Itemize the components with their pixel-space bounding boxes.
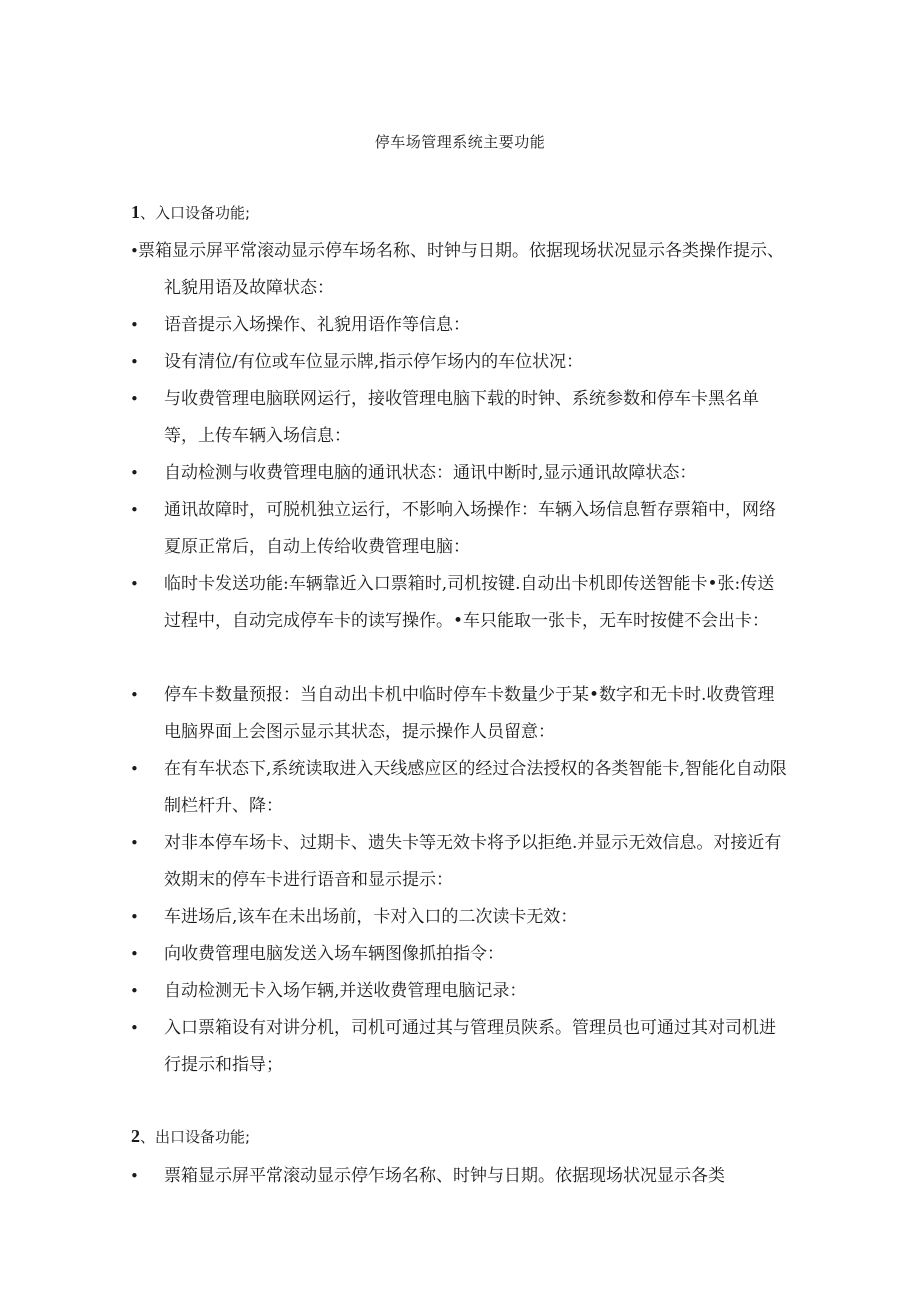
bullet-icon: • (130, 834, 139, 852)
list-item (130, 1010, 790, 1084)
bullet-icon: • (130, 242, 139, 260)
list-item (130, 825, 790, 899)
section-number: 2 (131, 1126, 140, 1146)
list-item-text: 入口票箱设有对讲分机，司机可通过其与管理员陕系。管理员也可通过其对司机进行提示和指导； (164, 1018, 776, 1075)
list-item (130, 344, 790, 381)
list-item-text: 票箱显示屏平常滚动显示停乍场名称、时钟与日期。依据现场状况显示各类 (164, 1166, 725, 1186)
bullet-icon: • (130, 501, 139, 519)
list-item-text: 设有清位/有位或车位显示牌,指示停乍场内的车位状况： (164, 352, 584, 372)
list-item (130, 973, 790, 1010)
section-heading-text: 、出口设备功能; (140, 1128, 251, 1146)
bullet-icon: • (130, 575, 139, 593)
list-item-text: 语音提示入场操作、礼貌用语作等信息： (164, 315, 470, 335)
page-title: 停车场管理系统主要功能 (374, 133, 546, 151)
bullet-icon: • (130, 464, 139, 482)
list-item-text: 车进场后,该车在未出场前，卡对入口的二次读卡无效： (164, 907, 578, 927)
bullet-icon: • (130, 353, 139, 371)
list-item (130, 936, 790, 973)
section-heading-exit (131, 1126, 250, 1147)
list-item-text: 与收费管理电脑联网运行，接收管理电脑下载的时钟、系统参数和停车卡黑名单等，上传车辆入场信息： (164, 389, 759, 446)
bullet-icon: • (130, 945, 139, 963)
bullet-icon: • (130, 316, 139, 334)
list-item-text: 临时卡发送功能:车辆靠近入口票箱时,司机按键.自动出卡机即传送智能卡•张:传送过程中，自动完成停车卡的读写操作。•车只能取一张卡，无车时按健不会出卡： (164, 574, 775, 631)
list-item-text: 通讯故障时，可脱机独立运行，不影响入场操作：车辆入场信息暂存票箱中，网络夏原正常后，自动上传给收费管理电脑： (164, 500, 776, 557)
section-heading-entrance (131, 202, 250, 223)
list-item-text: 向收费管理电脑发送入场车辆图像抓拍指令： (164, 944, 504, 964)
list-item (130, 233, 790, 307)
list-item-text: 对非本停车场卡、过期卡、遗失卡等无效卡将予以拒绝.并显示无效信息。对接近有效期末的停车卡进行语音和显示提示： (164, 833, 782, 890)
list-item (130, 566, 790, 640)
list-item-text: 自动检测无卡入场乍辆,并送收费管理电脑记录： (164, 981, 527, 1001)
list-item-text: 自动检测与收费管理电脑的通讯状态：通讯中断时,显示通讯故障状态： (164, 463, 697, 483)
list-item (130, 381, 790, 455)
list-item (130, 899, 790, 936)
section-number: 1 (131, 202, 140, 222)
list-item (130, 307, 790, 344)
list-item (130, 455, 790, 492)
bullet-icon: • (130, 686, 139, 704)
bullet-icon: • (130, 1019, 139, 1037)
list-item (130, 1158, 790, 1195)
bullet-icon: • (130, 982, 139, 1000)
bullet-icon: • (130, 390, 139, 408)
list-item (130, 492, 790, 566)
bullet-icon: • (130, 908, 139, 926)
bullet-icon: • (130, 760, 139, 778)
list-item-text: 在有车状态下,系统读取进入天线感应区的经过合法授权的各类智能卡,智能化自动限制栏杆升、降： (164, 759, 787, 816)
list-item-text: 票箱显示屏平常滚动显示停车场名称、时钟与日期。依据现场状况显示各类操作提示、礼貌用语及故障状态： (138, 241, 784, 298)
bullet-icon: • (130, 1167, 139, 1185)
list-item (130, 677, 790, 751)
list-item-text: 停车卡数量预报：当自动出卡机中临时停车卡数量少于某•数字和无卡时.收费管理电脑界面上会图示显示其状态，提示操作人员留意： (164, 685, 775, 742)
list-item (130, 751, 790, 825)
section-heading-text: 、入口设备功能; (140, 204, 251, 222)
